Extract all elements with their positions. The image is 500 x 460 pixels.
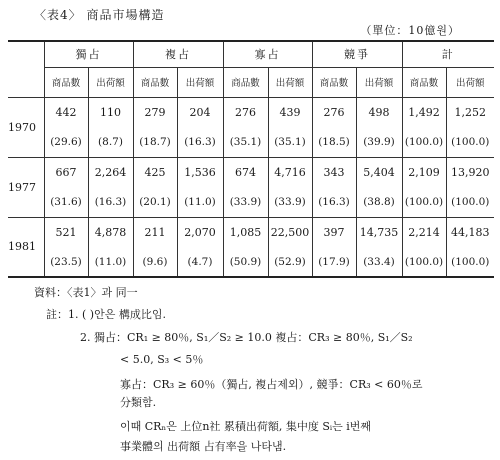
subheader-shipments: 出荷額 (88, 67, 133, 97)
value-cell: 22,500 (268, 217, 312, 247)
corner-cell (8, 67, 44, 97)
value-cell: 211 (133, 217, 177, 247)
value-cell: 276 (312, 97, 356, 127)
note-2-line-2: < 5.0, S₃ < 5％ (120, 353, 204, 366)
subheader-products: 商品數 (223, 67, 268, 97)
share-cell: (38.8) (356, 187, 402, 217)
share-cell: (29.6) (44, 127, 88, 157)
share-cell: (33.9) (223, 187, 268, 217)
header-oligopoly: 寡占 (223, 41, 312, 67)
header-duopoly: 複占 (133, 41, 223, 67)
note-2-line-1: 2. 獨占：CR₁ ≥ 80％, S₁／S₂ ≥ 10.0 複占：CR₃ ≥ 80％, S₁／S₂ (80, 331, 413, 344)
subheader-products: 商品數 (312, 67, 356, 97)
year-cell: 1981 (8, 217, 44, 277)
year-cell: 1977 (8, 157, 44, 217)
value-cell: 44,183 (446, 217, 494, 247)
value-cell: 2,109 (402, 157, 446, 187)
share-cell: (4.7) (177, 247, 223, 277)
share-cell: (35.1) (223, 127, 268, 157)
share-cell: (16.3) (312, 187, 356, 217)
value-cell: 498 (356, 97, 402, 127)
share-cell: (18.5) (312, 127, 356, 157)
value-cell: 1,492 (402, 97, 446, 127)
subheader-shipments: 出荷額 (446, 67, 494, 97)
share-cell: (16.3) (88, 187, 133, 217)
market-structure-table (8, 40, 494, 278)
value-cell: 110 (88, 97, 133, 127)
value-cell: 343 (312, 157, 356, 187)
year-cell: 1970 (8, 97, 44, 157)
value-cell: 279 (133, 97, 177, 127)
share-cell: (100.0) (446, 127, 494, 157)
table-title: 〈表4〉 商品市場構造 (34, 8, 165, 22)
value-cell: 4,716 (268, 157, 312, 187)
value-cell: 2,070 (177, 217, 223, 247)
subheader-shipments: 出荷額 (356, 67, 402, 97)
source-note: 資料：〈表1〉과 同一 (34, 286, 138, 299)
value-cell: 674 (223, 157, 268, 187)
value-cell: 1,252 (446, 97, 494, 127)
share-cell: (50.9) (223, 247, 268, 277)
share-cell: (35.1) (268, 127, 312, 157)
value-cell: 2,264 (88, 157, 133, 187)
header-total: 計 (402, 41, 494, 67)
value-cell: 4,878 (88, 217, 133, 247)
value-cell: 14,735 (356, 217, 402, 247)
subheader-products: 商品數 (44, 67, 88, 97)
note-2-line-6: 事業體의 出荷額 占有率을 나타냄. (120, 440, 287, 453)
share-cell: (33.9) (268, 187, 312, 217)
value-cell: 1,536 (177, 157, 223, 187)
share-cell: (39.9) (356, 127, 402, 157)
share-cell: (100.0) (402, 127, 446, 157)
share-cell: (31.6) (44, 187, 88, 217)
share-cell: (17.9) (312, 247, 356, 277)
subheader-products: 商品數 (402, 67, 446, 97)
corner-cell (8, 41, 44, 67)
value-cell: 397 (312, 217, 356, 247)
share-cell: (100.0) (446, 187, 494, 217)
share-cell: (23.5) (44, 247, 88, 277)
share-cell: (9.6) (133, 247, 177, 277)
share-cell: (11.0) (88, 247, 133, 277)
value-cell: 521 (44, 217, 88, 247)
header-monopoly: 獨占 (44, 41, 133, 67)
value-cell: 442 (44, 97, 88, 127)
subheader-products: 商品數 (133, 67, 177, 97)
value-cell: 439 (268, 97, 312, 127)
subheader-shipments: 出荷額 (268, 67, 312, 97)
share-cell: (11.0) (177, 187, 223, 217)
note-2-line-4: 分類함. (120, 396, 157, 409)
share-cell: (33.4) (356, 247, 402, 277)
note-1: 註：1. ( )안은 構成比임. (46, 308, 166, 321)
share-cell: (100.0) (402, 247, 446, 277)
unit-label: （單位：10億원） (360, 24, 460, 37)
value-cell: 1,085 (223, 217, 268, 247)
share-cell: (52.9) (268, 247, 312, 277)
header-competition: 競爭 (312, 41, 402, 67)
value-cell: 276 (223, 97, 268, 127)
value-cell: 204 (177, 97, 223, 127)
value-cell: 5,404 (356, 157, 402, 187)
note-2-line-5: 이때 CRₙ은 上位n社 累積出荷額, 集中度 Sᵢ는 i번째 (120, 420, 372, 433)
share-cell: (8.7) (88, 127, 133, 157)
subheader-shipments: 出荷額 (177, 67, 223, 97)
value-cell: 425 (133, 157, 177, 187)
value-cell: 667 (44, 157, 88, 187)
share-cell: (100.0) (402, 187, 446, 217)
share-cell: (16.3) (177, 127, 223, 157)
value-cell: 2,214 (402, 217, 446, 247)
share-cell: (100.0) (446, 247, 494, 277)
share-cell: (18.7) (133, 127, 177, 157)
note-2-line-3: 寡占：CR₃ ≥ 60％（獨占, 複占제외）, 競爭：CR₃ < 60％로 (120, 378, 423, 391)
share-cell: (20.1) (133, 187, 177, 217)
value-cell: 13,920 (446, 157, 494, 187)
